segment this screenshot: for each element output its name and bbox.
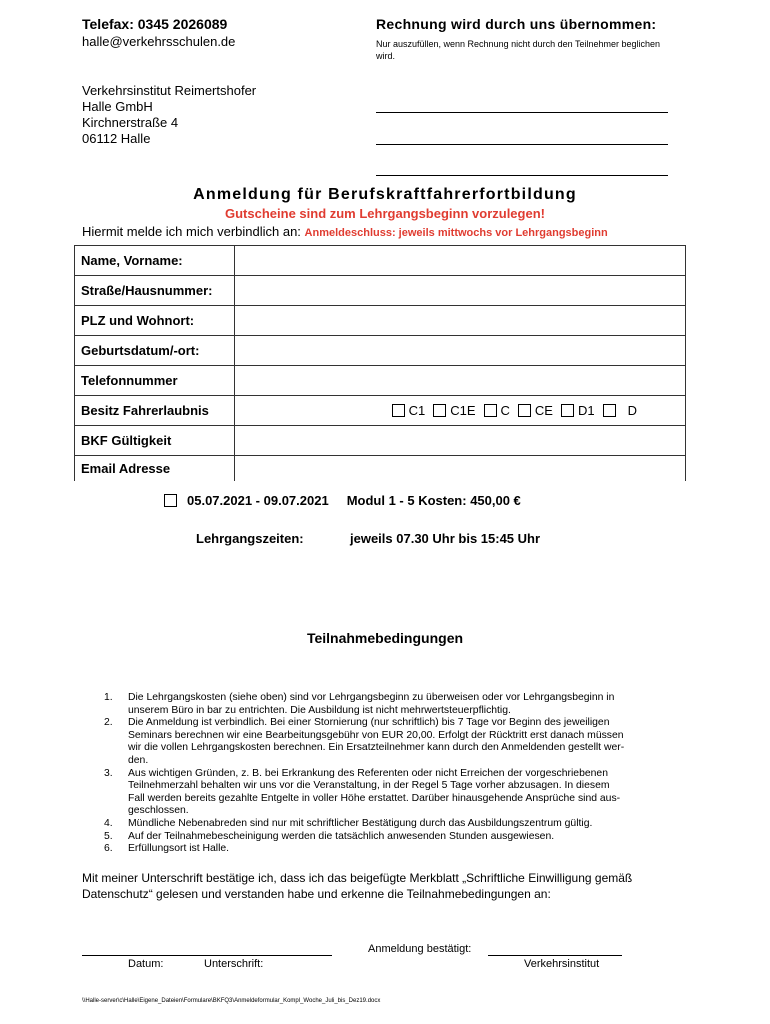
name-field[interactable] xyxy=(235,246,686,276)
phone-label: Telefonnummer xyxy=(75,366,235,396)
city-label: PLZ und Wohnort: xyxy=(75,306,235,336)
checkbox-icon[interactable] xyxy=(518,404,531,417)
form-row-birth xyxy=(75,336,686,366)
address-line-4: 06112 Halle xyxy=(82,131,151,146)
form-row-email xyxy=(75,456,686,482)
bkf-label: BKF Gültigkeit xyxy=(75,426,235,456)
license-option-c1e[interactable]: C1E xyxy=(433,403,475,418)
sender-email: halle@verkehrsschulen.de xyxy=(82,34,236,49)
checkbox-icon[interactable] xyxy=(164,494,177,507)
signature-line[interactable] xyxy=(82,955,332,956)
license-option-ce[interactable]: CE xyxy=(518,403,553,418)
form-row-bkf xyxy=(75,426,686,456)
email-label: Email Adresse xyxy=(75,456,235,482)
form-row-name xyxy=(75,246,686,276)
address-line-2: Halle GmbH xyxy=(82,99,153,114)
license-label: Besitz Fahrerlaubnis xyxy=(75,396,235,426)
invoice-address-line-1[interactable] xyxy=(376,112,668,113)
date-label: Datum: xyxy=(128,958,164,970)
fax-number: Telefax: 0345 2026089 xyxy=(82,16,228,32)
list-item: 5. Auf der Teilnahmebescheinigung werden die tatsächlich anwesenden Stunden ausgewiesen. xyxy=(104,830,555,842)
name-label: Name, Vorname: xyxy=(75,246,235,276)
invoice-note: Nur auszufüllen, wenn Rechnung nicht durch den Teilnehmer beglichen wird. xyxy=(376,39,661,61)
license-option-c1[interactable]: C1 xyxy=(392,403,426,418)
list-item: 2. Die Anmeldung ist verbindlich. Bei einer Stornierung (nur schriftlich) bis 7 Tage vor Beginn des jeweiligen Seminars berechnen wir eine Bearbeitungsgebühr von EUR 20,00. Erfolgt der Rücktritt erst danach müssen wir die vollen Lehrgangskosten berechnen. Ein Ersatzteilnehmer kann durch den Anmeldenden gestellt wer- den. xyxy=(104,717,625,766)
file-path: \\Halle-server\c\Halle\Eigene_Dateien\Formulare\BKFQ3\Anmeldeformular_Kompl_Woche_Juli_bis_Dez19.docx xyxy=(82,998,381,1004)
checkbox-icon[interactable] xyxy=(603,404,616,417)
license-option-d[interactable]: D xyxy=(603,403,637,418)
list-item: 3. Aus wichtigen Gründen, z. B. bei Erkrankung des Referenten oder nicht Erreichen der vorgeschriebenen Teilnehmerzahl behalten wir uns vor die Veranstaltung, in der Regel 5 Tage vorher abzusagen. In diesem Fall werden bereits gezahlte Entgelte in voller Höhe erstattet. Darüber hinausgehende Ansprüche sind aus- geschlossen. xyxy=(104,767,621,817)
form-row-street xyxy=(75,276,686,306)
form-row-phone xyxy=(75,366,686,396)
street-label: Straße/Hausnummer: xyxy=(75,276,235,306)
conditions-title: Teilnahmebedingungen xyxy=(306,630,464,646)
signature-label: Unterschrift: xyxy=(204,958,264,970)
course-dates: 05.07.2021 - 09.07.2021 xyxy=(187,493,329,508)
invoice-address-line-3[interactable] xyxy=(376,175,668,176)
invoice-address-line-2[interactable] xyxy=(376,144,668,145)
intro-label: Hiermit melde ich mich verbindlich an: xyxy=(82,224,301,239)
voucher-notice: Gutscheine sind zum Lehrgangsbeginn vorzulegen! xyxy=(225,206,545,221)
street-field[interactable] xyxy=(235,276,686,306)
birth-field[interactable] xyxy=(235,336,686,366)
times-value: jeweils 07.30 Uhr bis 15:45 Uhr xyxy=(350,531,541,546)
checkbox-icon[interactable] xyxy=(392,404,405,417)
registration-form xyxy=(74,245,686,481)
checkbox-icon[interactable] xyxy=(561,404,574,417)
license-option-c[interactable]: C xyxy=(484,403,510,418)
address-line-3: Kirchnerstraße 4 xyxy=(82,115,179,130)
page-title: Anmeldung für Berufskraftfahrerfortbildung xyxy=(193,186,577,203)
bkf-field[interactable] xyxy=(235,426,686,456)
list-item: 1. Die Lehrgangskosten (siehe oben) sind vor Lehrgangsbeginn zu überweisen oder vor Lehrgangsbeginn in unserem Büro in bar zu entrichten. Die Ausbildung ist nicht mehrwertsteuerpflichtig. xyxy=(104,692,615,716)
deadline-notice: Anmeldeschluss: jeweils mittwochs vor Lehrgangsbeginn xyxy=(304,227,608,239)
phone-field[interactable] xyxy=(235,366,686,396)
license-options xyxy=(235,396,686,426)
institute-label: Verkehrsinstitut xyxy=(524,958,600,970)
confirmation-line[interactable] xyxy=(488,955,622,956)
birth-label: Geburtsdatum/-ort: xyxy=(75,336,235,366)
city-field[interactable] xyxy=(235,306,686,336)
intro-text xyxy=(82,224,608,239)
address-line-1: Verkehrsinstitut Reimertshofer xyxy=(82,83,257,98)
invoice-title: Rechnung wird durch uns übernommen: xyxy=(376,16,657,32)
email-field[interactable] xyxy=(235,456,686,482)
conditions-list xyxy=(82,692,682,856)
course-option[interactable] xyxy=(164,493,521,508)
form-row-license xyxy=(75,396,686,426)
course-module: Modul 1 - 5 Kosten: 450,00 € xyxy=(346,493,521,508)
license-option-d1[interactable]: D1 xyxy=(561,403,595,418)
consent-text: Mit meiner Unterschrift bestätige ich, dass ich das beigefügte Merkblatt „Schriftliche Einwilligung gemäß Datenschutz“ gelesen und verstanden habe und erkenne die Teilnahmebedingungen an: xyxy=(82,871,633,901)
list-item: 6. Erfüllungsort ist Halle. xyxy=(104,843,230,855)
checkbox-icon[interactable] xyxy=(433,404,446,417)
confirmed-label: Anmeldung bestätigt: xyxy=(368,943,472,955)
form-row-city xyxy=(75,306,686,336)
checkbox-icon[interactable] xyxy=(484,404,497,417)
times-label: Lehrgangszeiten: xyxy=(196,531,304,546)
list-item: 4. Mündliche Nebenabreden sind nur mit schriftlicher Bestätigung durch das Ausbildungszentrum gültig. xyxy=(104,817,593,829)
